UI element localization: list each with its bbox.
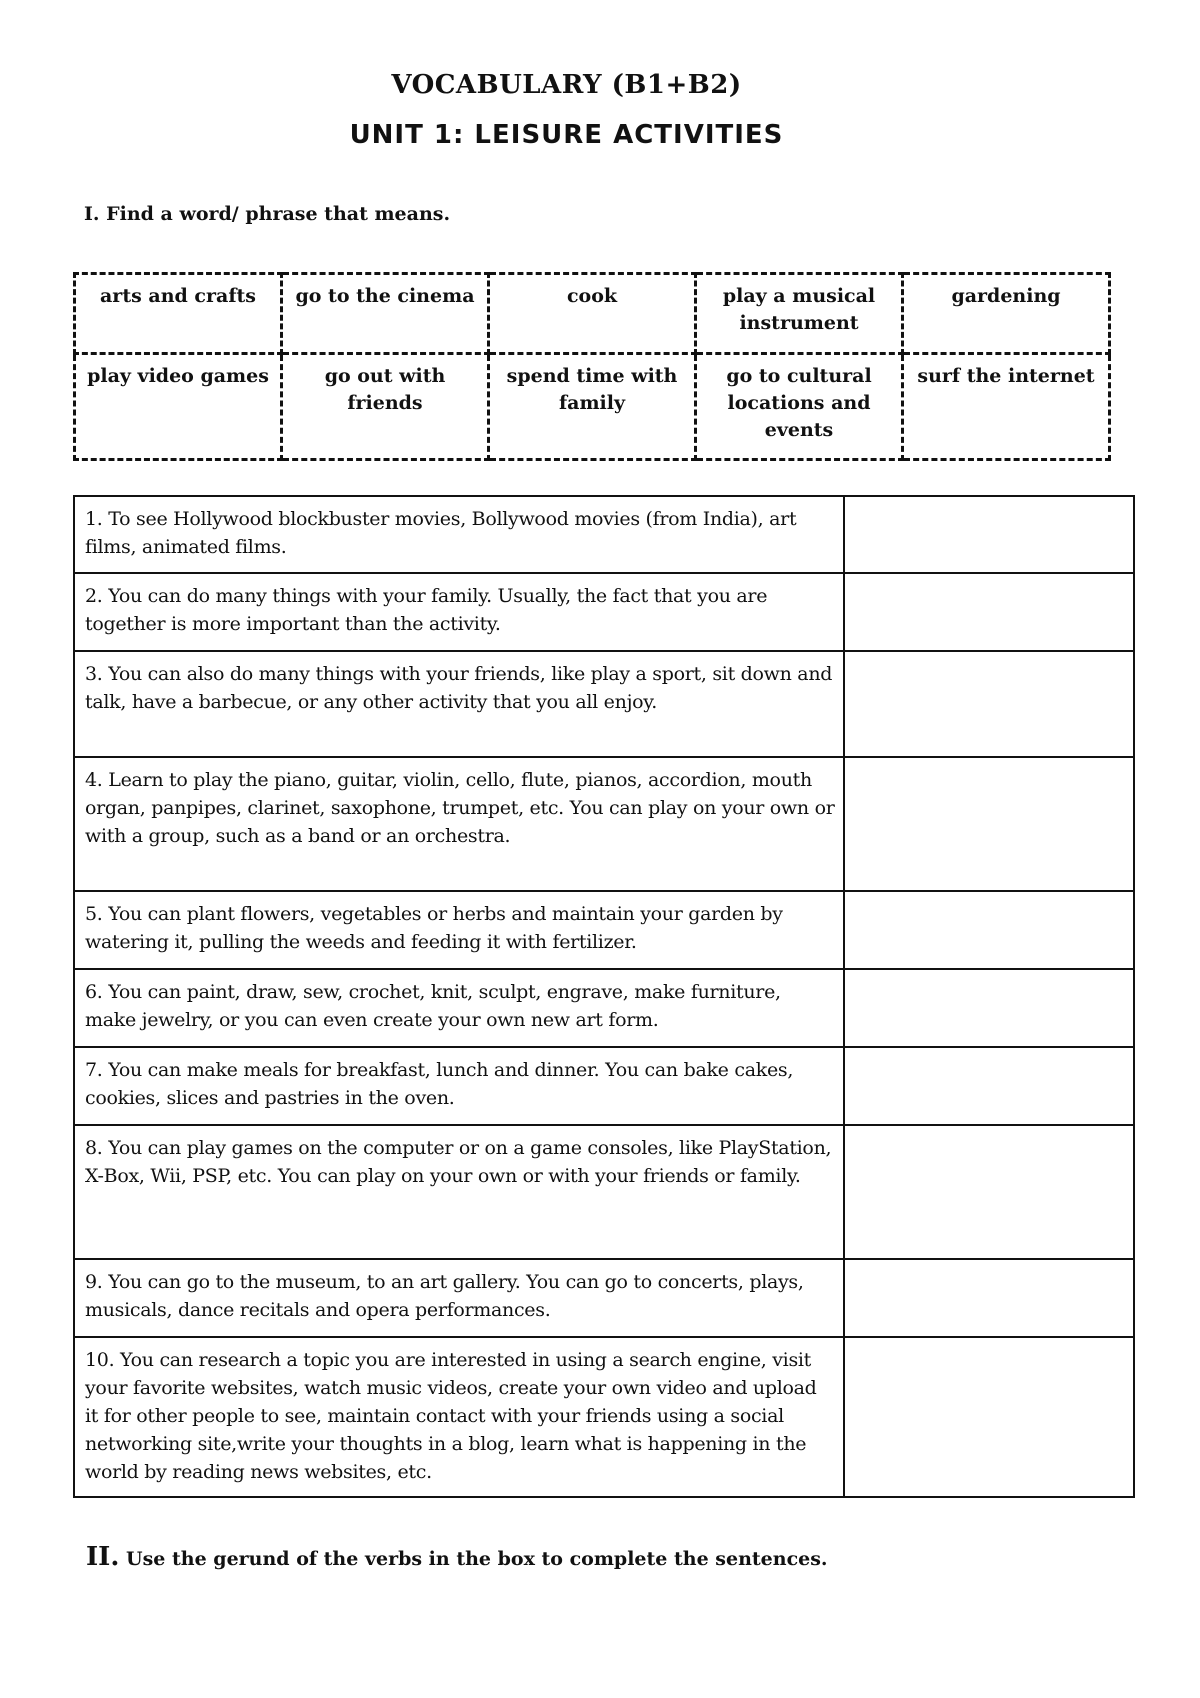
definition-cell: 3. You can also do many things with your friends, like play a sport, sit down and talk, have a barbecue, or any other activity that you all enjoy.: [74, 651, 844, 757]
table-row: [74, 573, 1134, 651]
table-row: [74, 1337, 1134, 1497]
word-option: gardening: [903, 274, 1110, 354]
answer-cell[interactable]: [844, 496, 1134, 573]
word-option: play video games: [75, 354, 282, 460]
word-option: play a musical instrument: [696, 274, 903, 354]
table-row: [74, 1047, 1134, 1125]
page-title: VOCABULARY (B1+B2): [391, 70, 742, 100]
word-option: spend time with family: [489, 354, 696, 460]
answer-cell[interactable]: [844, 651, 1134, 757]
table-row: [74, 496, 1134, 573]
answer-cell[interactable]: [844, 573, 1134, 651]
definition-cell: 4. Learn to play the piano, guitar, violin, cello, flute, pianos, accordion, mouth organ, panpipes, clarinet, saxophone, trumpet, etc. You can play on your own or with a group, such as a band or an orchestra.: [74, 757, 844, 891]
definition-cell: 1. To see Hollywood blockbuster movies, Bollywood movies (from India), art films, animated films.: [74, 496, 844, 573]
answer-cell[interactable]: [844, 1259, 1134, 1337]
definition-cell: 2. You can do many things with your family. Usually, the fact that you are together is more important than the activity.: [74, 573, 844, 651]
definition-cell: 7. You can make meals for breakfast, lunch and dinner. You can bake cakes, cookies, slices and pastries in the oven.: [74, 1047, 844, 1125]
word-option: go to the cinema: [282, 274, 489, 354]
word-option: go out with friends: [282, 354, 489, 460]
definition-cell: 8. You can play games on the computer or on a game consoles, like PlayStation, X-Box, Wii, PSP, etc. You can play on your own or with your friends or family.: [74, 1125, 844, 1259]
table-row: [74, 1259, 1134, 1337]
answer-cell[interactable]: [844, 1125, 1134, 1259]
word-option: surf the internet: [903, 354, 1110, 460]
word-option: cook: [489, 274, 696, 354]
table-row: [74, 1125, 1134, 1259]
section-2-text: Use the gerund of the verbs in the box to complete the sentences.: [126, 1548, 828, 1570]
answer-cell[interactable]: [844, 1337, 1134, 1497]
word-option: go to cultural locations and events: [696, 354, 903, 460]
definitions-table: [73, 495, 1135, 1498]
answer-cell[interactable]: [844, 969, 1134, 1047]
word-option: arts and crafts: [75, 274, 282, 354]
section-2-number: II.: [86, 1542, 120, 1572]
answer-cell[interactable]: [844, 891, 1134, 969]
definition-cell: 5. You can plant flowers, vegetables or herbs and maintain your garden by watering it, pulling the weeds and feeding it with fertilizer.: [74, 891, 844, 969]
table-row: [74, 891, 1134, 969]
answer-cell[interactable]: [844, 757, 1134, 891]
word-box: [73, 272, 1111, 461]
table-row: [74, 651, 1134, 757]
unit-title: UNIT 1: LEISURE ACTIVITIES: [349, 120, 784, 150]
definition-cell: 10. You can research a topic you are interested in using a search engine, visit your favorite websites, watch music videos, create your own video and upload it for other people to see, maintain contact with your friends using a social networking site,write your thoughts in a blog, learn what is happening in the world by reading news websites, etc.: [74, 1337, 844, 1497]
section-2-heading: [86, 1542, 828, 1572]
section-1-heading: I. Find a word/ phrase that means.: [84, 203, 451, 225]
definition-cell: 9. You can go to the museum, to an art gallery. You can go to concerts, plays, musicals, dance recitals and opera performances.: [74, 1259, 844, 1337]
answer-cell[interactable]: [844, 1047, 1134, 1125]
table-row: [74, 757, 1134, 891]
definition-cell: 6. You can paint, draw, sew, crochet, knit, sculpt, engrave, make furniture, make jewelry, or you can even create your own new art form.: [74, 969, 844, 1047]
table-row: [74, 969, 1134, 1047]
